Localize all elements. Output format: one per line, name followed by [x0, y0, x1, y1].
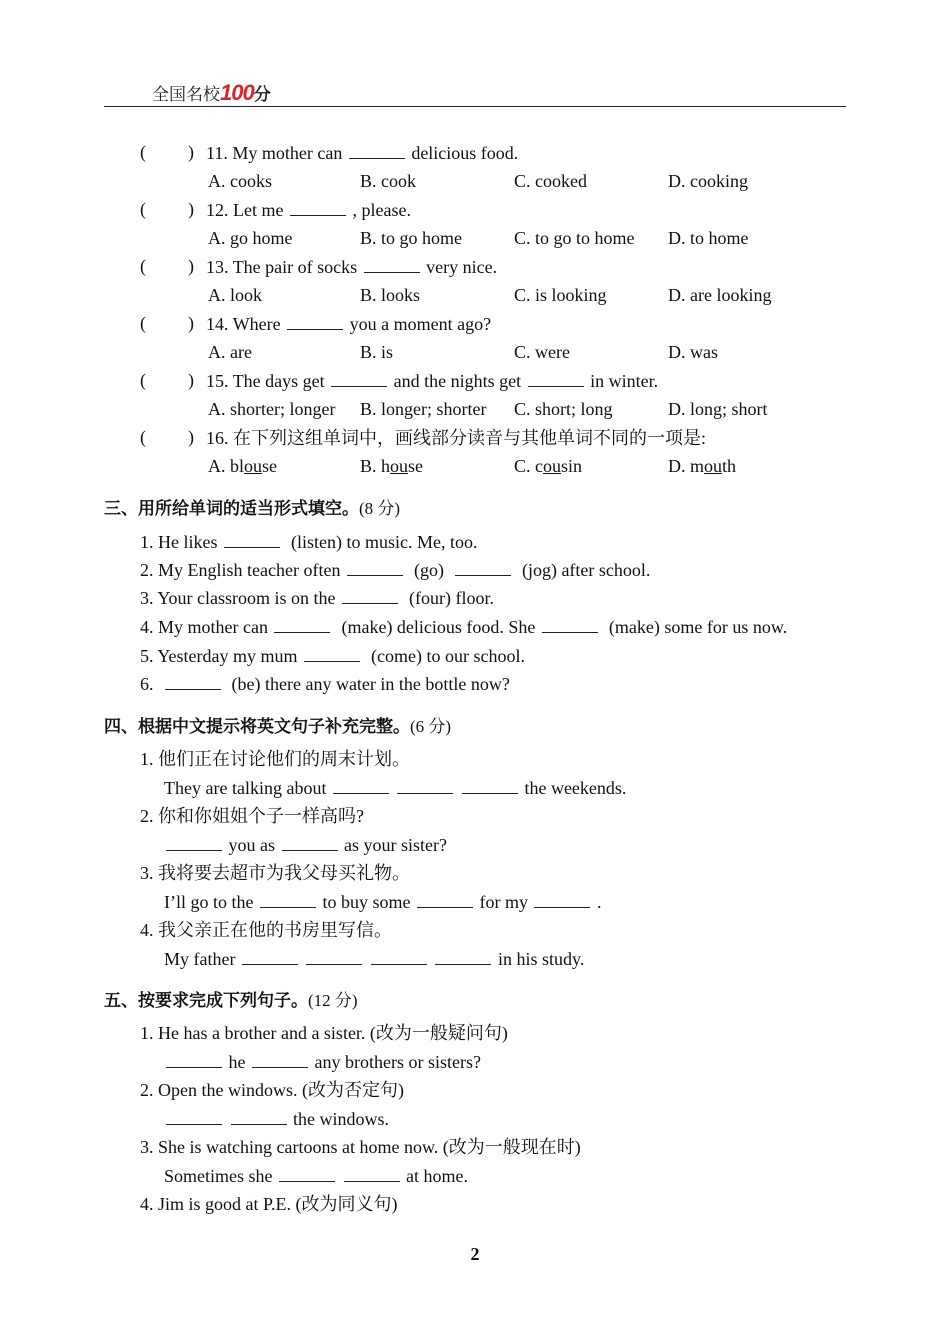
answer-paren-open: (: [140, 370, 146, 390]
answer-paren-close: ): [188, 313, 194, 333]
option-c[interactable]: C. is looking: [514, 285, 607, 305]
sec5-item-2-q: 2. Open the windows. (改为否定句): [140, 1080, 404, 1100]
answer-paren-open: (: [140, 427, 146, 447]
option-b[interactable]: B. to go home: [360, 228, 462, 248]
question-15: 15. The days get and the nights get in winter.: [206, 371, 659, 391]
answer-blank[interactable]: [290, 199, 346, 216]
answer-paren-close: ): [188, 142, 194, 162]
sec5-item-1-q: 1. He has a brother and a sister. (改为一般疑问句): [140, 1023, 508, 1043]
question-16: 16. 在下列这组单词中，画线部分读音与其他单词不同的一项是:: [206, 428, 706, 448]
answer-paren-close: ): [188, 256, 194, 276]
question-12: 12. Let me , please.: [206, 200, 411, 220]
answer-blank[interactable]: [534, 891, 590, 908]
answer-blank[interactable]: [347, 559, 403, 576]
answer-paren-close: ): [188, 370, 194, 390]
option-d[interactable]: D. to home: [668, 228, 749, 248]
option-d[interactable]: D. long; short: [668, 399, 768, 419]
sec5-item-4-q: 4. Jim is good at P.E. (改为同义句): [140, 1194, 398, 1214]
answer-blank[interactable]: [344, 1165, 400, 1182]
question-number: 12.: [206, 200, 233, 220]
answer-blank[interactable]: [397, 777, 453, 794]
question-number: 14.: [206, 314, 233, 334]
sec5-item-3-a: Sometimes she at home.: [164, 1166, 468, 1186]
answer-blank[interactable]: [166, 1051, 222, 1068]
option-d[interactable]: D. cooking: [668, 171, 748, 191]
option-c[interactable]: C. cooked: [514, 171, 587, 191]
sec5-item-1-a: he any brothers or sisters?: [164, 1051, 481, 1073]
option-a[interactable]: A. blouse: [208, 456, 277, 476]
section-5-title: 五、按要求完成下列句子。(12 分): [104, 991, 358, 1011]
sec4-item-4-en: My father in his study.: [164, 949, 585, 969]
answer-slot[interactable]: [152, 256, 186, 276]
sec3-item-5: 5. Yesterday my mum (come) to our school.: [140, 646, 525, 666]
sec3-item-6: 6. (be) there any water in the bottle now?: [140, 674, 510, 694]
answer-blank[interactable]: [287, 313, 343, 330]
option-a[interactable]: A. shorter; longer: [208, 399, 336, 419]
option-c[interactable]: C. cousin: [514, 456, 583, 476]
answer-blank[interactable]: [342, 587, 398, 604]
answer-blank[interactable]: [331, 370, 387, 387]
sec5-item-3-q: 3. She is watching cartoons at home now. (改为一般现在时): [140, 1137, 581, 1157]
answer-slot[interactable]: [152, 199, 186, 219]
question-number: 11.: [206, 143, 233, 163]
answer-paren-open: (: [140, 142, 146, 162]
answer-blank[interactable]: [371, 948, 427, 965]
sec4-item-2-cn: 2. 你和你姐姐个子一样高吗?: [140, 806, 364, 826]
page-header: [104, 78, 846, 107]
option-a[interactable]: A. go home: [208, 228, 293, 248]
answer-blank[interactable]: [349, 142, 405, 159]
answer-blank[interactable]: [462, 777, 518, 794]
answer-blank[interactable]: [274, 616, 330, 633]
option-a[interactable]: A. cooks: [208, 171, 272, 191]
answer-blank[interactable]: [166, 1108, 222, 1125]
question-14: 14. Where you a moment ago?: [206, 314, 492, 334]
answer-blank[interactable]: [252, 1051, 308, 1068]
answer-paren-open: (: [140, 199, 146, 219]
question-number: 15.: [206, 371, 233, 391]
sec4-item-1-cn: 1. 他们正在讨论他们的周末计划。: [140, 749, 410, 769]
answer-blank[interactable]: [542, 616, 598, 633]
answer-blank[interactable]: [279, 1165, 335, 1182]
option-b[interactable]: B. house: [360, 456, 424, 476]
answer-blank[interactable]: [282, 834, 338, 851]
option-c[interactable]: C. to go to home: [514, 228, 635, 248]
brand-suffix: 分: [253, 85, 271, 105]
sec4-item-3-cn: 3. 我将要去超市为我父母买礼物。: [140, 863, 410, 883]
answer-slot[interactable]: [152, 427, 186, 447]
answer-blank[interactable]: [304, 645, 360, 662]
answer-blank[interactable]: [364, 256, 420, 273]
answer-blank[interactable]: [231, 1108, 287, 1125]
question-11: 11. My mother can delicious food.: [206, 143, 519, 163]
answer-blank[interactable]: [435, 948, 491, 965]
sec3-item-3: 3. Your classroom is on the (four) floor.: [140, 588, 494, 608]
brand-prefix: 全国名校: [152, 85, 220, 105]
answer-paren-open: (: [140, 256, 146, 276]
answer-blank[interactable]: [417, 891, 473, 908]
answer-blank[interactable]: [333, 777, 389, 794]
sec4-item-3-en: I’ll go to the to buy some for my .: [164, 892, 602, 912]
answer-blank[interactable]: [260, 891, 316, 908]
sec3-item-1: 1. He likes (listen) to music. Me, too.: [140, 532, 478, 552]
answer-blank[interactable]: [455, 559, 511, 576]
answer-blank[interactable]: [242, 948, 298, 965]
option-c[interactable]: C. short; long: [514, 399, 613, 419]
option-b[interactable]: B. longer; shorter: [360, 399, 487, 419]
option-a[interactable]: A. look: [208, 285, 262, 305]
sec5-item-2-a: the windows.: [164, 1108, 389, 1130]
answer-blank[interactable]: [306, 948, 362, 965]
sec3-item-4: 4. My mother can (make) delicious food. She (make) some for us now.: [140, 617, 788, 637]
answer-blank[interactable]: [165, 673, 221, 690]
question-13: 13. The pair of socks very nice.: [206, 257, 498, 277]
question-number: 16.: [206, 428, 233, 448]
answer-slot[interactable]: [152, 370, 186, 390]
option-a[interactable]: A. are: [208, 342, 252, 362]
option-b[interactable]: B. is: [360, 342, 394, 362]
sec4-item-2-en: you as as your sister?: [164, 834, 447, 856]
answer-slot[interactable]: [152, 142, 186, 162]
page-number: 2: [470, 1244, 480, 1264]
option-d[interactable]: D. mouth: [668, 456, 737, 476]
sec4-item-1-en: They are talking about the weekends.: [164, 778, 627, 798]
answer-blank[interactable]: [528, 370, 584, 387]
brand-logo: [152, 80, 271, 106]
answer-blank[interactable]: [224, 531, 280, 548]
option-d[interactable]: D. was: [668, 342, 718, 362]
option-b[interactable]: B. cook: [360, 171, 416, 191]
section-4-title: 四、根据中文提示将英文句子补充完整。(6 分): [104, 717, 452, 737]
option-b[interactable]: B. looks: [360, 285, 421, 305]
answer-paren-open: (: [140, 313, 146, 333]
answer-slot[interactable]: [152, 313, 186, 333]
option-d[interactable]: D. are looking: [668, 285, 772, 305]
answer-paren-close: ): [188, 427, 194, 447]
brand-number: 100: [220, 80, 254, 105]
answer-blank[interactable]: [166, 834, 222, 851]
sec3-item-2: 2. My English teacher often (go) (jog) after school.: [140, 560, 651, 580]
sec4-item-4-cn: 4. 我父亲正在他的书房里写信。: [140, 920, 392, 940]
option-c[interactable]: C. were: [514, 342, 570, 362]
question-number: 13.: [206, 257, 233, 277]
answer-paren-close: ): [188, 199, 194, 219]
section-3-title: 三、用所给单词的适当形式填空。(8 分): [104, 499, 401, 519]
